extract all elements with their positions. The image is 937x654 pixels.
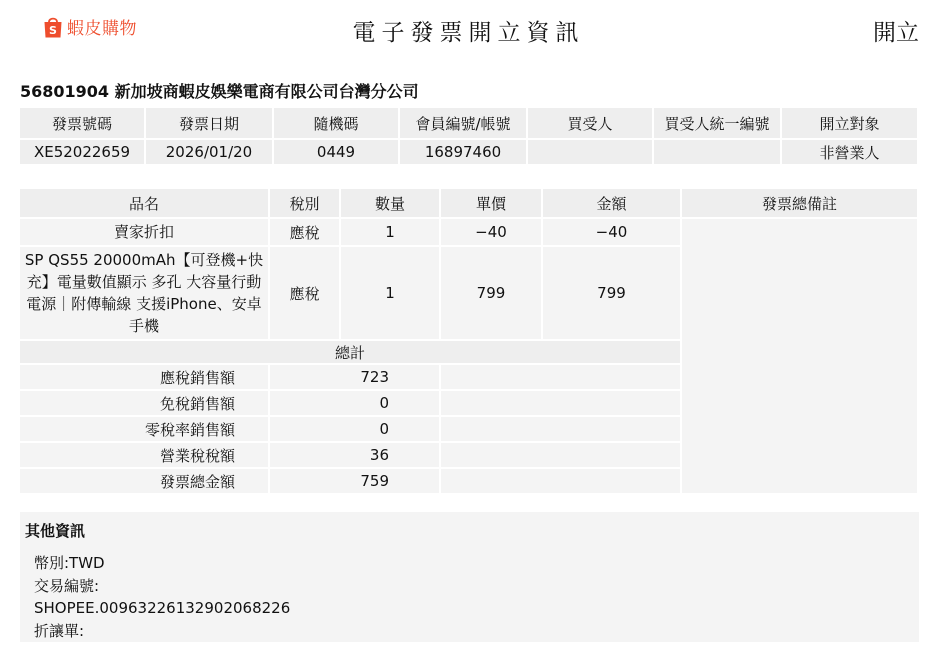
item-tax-type: 應稅 — [270, 219, 339, 245]
logo-text: 蝦皮購物 — [67, 19, 137, 39]
buyer-tax-id — [654, 138, 780, 164]
random-code: 0449 — [274, 138, 398, 164]
summary-spacer — [441, 365, 680, 389]
header-tax-type: 稅別 — [270, 189, 339, 217]
summary-label-taxable: 應稅銷售額 — [20, 365, 268, 389]
issue-target: 非營業人 — [782, 138, 917, 164]
total-header: 總計 — [20, 341, 680, 363]
header-invoice-number: 發票號碼 — [20, 108, 144, 138]
summary-value-invoice-total: 759 — [270, 469, 439, 493]
summary-label-business-tax: 營業稅稅額 — [20, 443, 268, 467]
buyer — [528, 138, 652, 164]
header-member-id: 會員編號/帳號 — [400, 108, 526, 138]
header-buyer: 買受人 — [528, 108, 652, 138]
header-issue-target: 開立對象 — [782, 108, 917, 138]
other-info-title: 其他資訊 — [25, 522, 86, 540]
header-amount: 金額 — [543, 189, 680, 217]
summary-spacer — [441, 443, 680, 467]
other-info-lines — [34, 552, 290, 642]
item-unit-price: 799 — [441, 247, 541, 339]
item-amount: 799 — [543, 247, 680, 339]
transaction-id-value: SHOPEE.00963226132902068226 — [34, 599, 291, 617]
seller-name: 56801904 新加坡商蝦皮娛樂電商有限公司台灣分公司 — [20, 82, 419, 101]
table-row — [20, 219, 917, 245]
issue-button[interactable]: 開立 — [873, 20, 919, 46]
header-invoice-remarks: 發票總備註 — [682, 189, 917, 217]
item-quantity: 1 — [341, 247, 439, 339]
other-info-panel — [20, 512, 919, 642]
invoice-date: 2026/01/20 — [146, 138, 272, 164]
summary-spacer — [441, 417, 680, 441]
page-title: 電子發票開立資訊 — [352, 20, 585, 46]
item-quantity: 1 — [341, 219, 439, 245]
invoice-remarks — [682, 219, 917, 493]
svg-text:S: S — [49, 23, 57, 37]
header-random-code: 隨機碼 — [274, 108, 398, 138]
allowance-line: 折讓單: — [34, 621, 85, 640]
summary-label-invoice-total: 發票總金額 — [20, 469, 268, 493]
items-table — [18, 187, 919, 495]
summary-value-business-tax: 36 — [270, 443, 439, 467]
summary-value-taxable: 723 — [270, 365, 439, 389]
invoice-number: XE52022659 — [20, 138, 144, 164]
item-tax-type: 應稅 — [270, 247, 339, 339]
item-unit-price: −40 — [441, 219, 541, 245]
header-invoice-date: 發票日期 — [146, 108, 272, 138]
summary-label-zero-rate: 零稅率銷售額 — [20, 417, 268, 441]
summary-spacer — [441, 469, 680, 493]
currency-line: 幣別:TWD — [34, 554, 105, 572]
item-name: SP QS55 20000mAh【可登機+快充】電量數值顯示 多孔 大容量行動電源｜附傳輸線 支援iPhone、安卓手機 — [20, 247, 268, 339]
member-id: 16897460 — [400, 138, 526, 164]
transaction-id-label: 交易編號: — [34, 576, 100, 595]
item-amount: −40 — [543, 219, 680, 245]
page-header — [0, 0, 937, 60]
item-name: 賣家折扣 — [20, 219, 268, 245]
header-quantity: 數量 — [341, 189, 439, 217]
summary-spacer — [441, 391, 680, 415]
summary-value-tax-free: 0 — [270, 391, 439, 415]
summary-value-zero-rate: 0 — [270, 417, 439, 441]
header-unit-price: 單價 — [441, 189, 541, 217]
header-item-name: 品名 — [20, 189, 268, 217]
summary-label-tax-free: 免稅銷售額 — [20, 391, 268, 415]
header-buyer-tax-id: 買受人統一編號 — [654, 108, 780, 138]
invoice-info-table — [18, 108, 919, 164]
